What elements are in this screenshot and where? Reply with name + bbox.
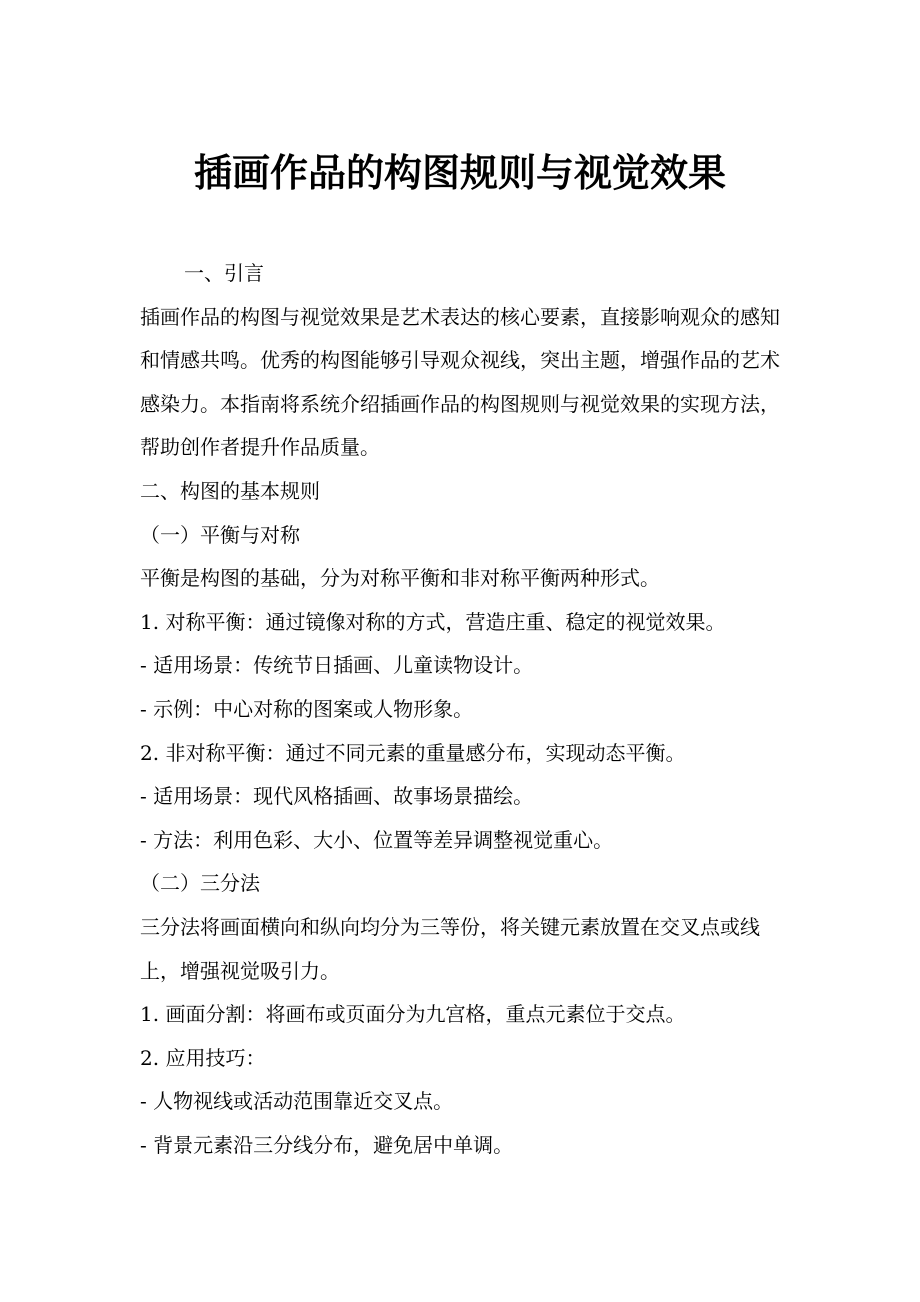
list-subitem-asymmetric-method: - 方法：利用色彩、大小、位置等差异调整视觉重心。 <box>140 827 614 852</box>
list-item-asymmetric-balance: 2. 非对称平衡：通过不同元素的重量感分布，实现动态平衡。 <box>140 740 686 765</box>
subsection-heading-balance: （一）平衡与对称 <box>140 522 300 547</box>
list-item-application-tips: 2. 应用技巧： <box>140 1045 266 1070</box>
paragraph-rule-of-thirds: 三分法将画面横向和纵向均分为三等份，将关键元素放置在交叉点或线上，增强视觉吸引力。 <box>140 914 760 983</box>
list-subitem-background: - 背景元素沿三分线分布，避免居中单调。 <box>140 1132 514 1157</box>
list-item-canvas-division: 1. 画面分割：将画布或页面分为九宫格，重点元素位于交点。 <box>140 1002 686 1027</box>
list-subitem-symmetric-example: - 示例：中心对称的图案或人物形象。 <box>140 696 474 721</box>
list-subitem-sightline: - 人物视线或活动范围靠近交叉点。 <box>140 1089 454 1114</box>
section-heading-introduction: 一、引言 <box>184 261 264 285</box>
paragraph-introduction: 插画作品的构图与视觉效果是艺术表达的核心要素，直接影响观众的感知和情感共鸣。优秀的构图能够引导观众视线，突出主题，增强作品的艺术感染力。本指南将系统介绍插画作品的构图规则与视觉效果的实现方法，帮助创作者提升作品质量。 <box>140 304 780 460</box>
section-heading-basic-rules: 二、构图的基本规则 <box>140 478 320 503</box>
document-title: 插画作品的构图规则与视觉效果 <box>193 151 726 195</box>
list-item-symmetric-balance: 1. 对称平衡：通过镜像对称的方式，营造庄重、稳定的视觉效果。 <box>140 609 726 634</box>
subsection-heading-rule-of-thirds: （二）三分法 <box>140 871 260 896</box>
list-subitem-symmetric-scenario: - 适用场景：传统节日插画、儿童读物设计。 <box>140 653 534 678</box>
list-subitem-asymmetric-scenario: - 适用场景：现代风格插画、故事场景描绘。 <box>140 784 534 809</box>
paragraph-balance: 平衡是构图的基础，分为对称平衡和非对称平衡两种形式。 <box>140 566 660 591</box>
document-body <box>140 252 780 1167</box>
